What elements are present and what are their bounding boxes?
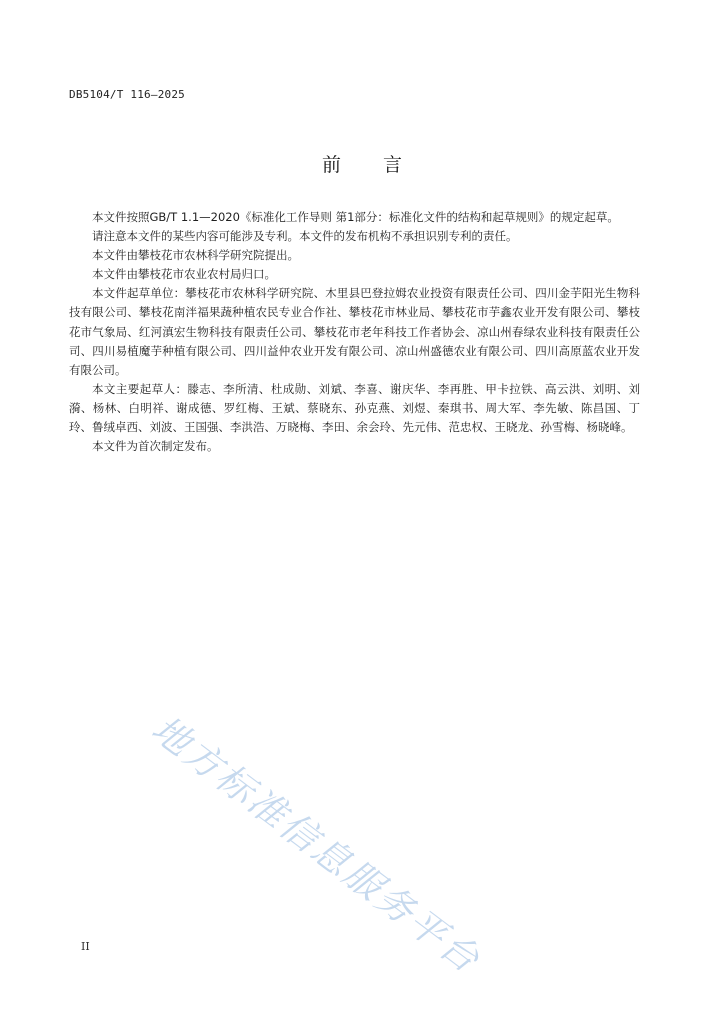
page-number: II (81, 940, 90, 953)
paragraph-drafters: 本文主要起草人：滕志、李所清、杜成勋、刘斌、李喜、谢庆华、李再胜、甲卡拉铁、高云洪、刘明、刘漪、杨林、白明祥、谢成德、罗红梅、王斌、蔡晓东、孙克燕、刘煜、秦琪书、周大军、李先敏、陈昌国、丁玲、鲁绒卓西、刘波、王国强、李洪浩、万晓梅、李田、余会玲、先元伟、范忠权、王晓龙、孙雪梅、杨晓峰。 (69, 381, 640, 435)
paragraph-administrator: 本文件由攀枝花市农业农村局归口。 (92, 267, 276, 282)
paragraph-patent-notice: 请注意本文件的某些内容可能涉及专利。本文件的发布机构不承担识别专利的责任。 (92, 229, 518, 244)
paragraph-drafting-units: 本文件起草单位：攀枝花市农林科学研究院、木里县巴登拉姆农业投资有限责任公司、四川金芋阳光生物科技有限公司、攀枝花南泮福果蔬种植农民专业合作社、攀枝花市林业局、攀枝花市芋鑫农业开发有限公司、攀枝花市气象局、红河滇宏生物科技有限责任公司、攀枝花市老年科技工作者协会、凉山州春绿农业科技有限责任公司、四川易植魔芋种植有限公司、四川益仲农业开发有限公司、凉山州盛德农业有限公司、四川高原蓝农业开发有限公司。 (69, 286, 640, 377)
paragraph-proposer: 本文件由攀枝花市农林科学研究院提出。 (92, 248, 299, 263)
watermark-text: 地方标准信息服务平台 (143, 707, 490, 983)
section-title: 前言 (321, 154, 444, 176)
paragraph-first-release: 本文件为首次制定发布。 (92, 439, 219, 454)
paragraph-drafting-basis: 本文件按照GB/T 1.1—2020《标准化工作导则 第1部分：标准化文件的结构和起草规则》的规定起草。 (92, 210, 619, 224)
document-code: DB5104/T 116—2025 (69, 88, 185, 101)
foreword-body (69, 208, 640, 456)
